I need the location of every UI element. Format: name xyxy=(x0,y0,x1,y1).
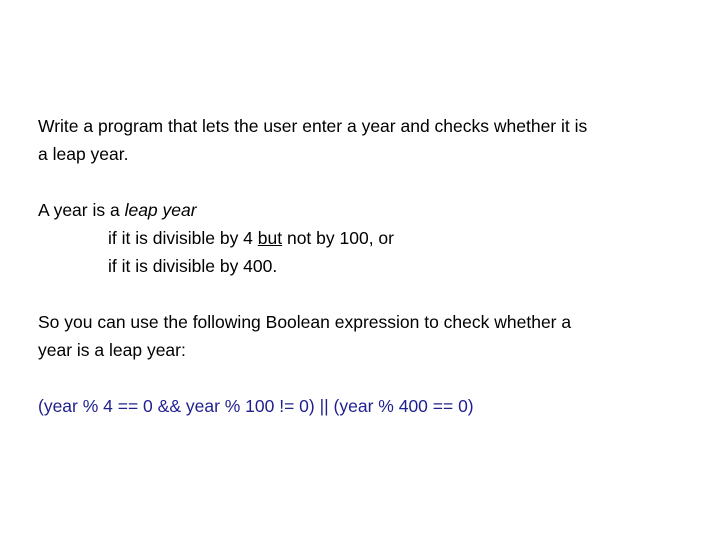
condition-1-prefix: if it is divisible by 4 xyxy=(108,228,258,248)
explanation xyxy=(38,308,698,364)
explanation-line-1: So you can use the following Boolean expression to check whether a xyxy=(38,312,572,332)
definition-intro xyxy=(38,196,698,224)
spacer xyxy=(38,168,698,196)
condition-1-emphasis: but xyxy=(257,228,283,248)
boolean-expression: (year % 4 == 0 && year % 100 != 0) || (year % 400 == 0) xyxy=(38,396,474,416)
spacer xyxy=(38,280,698,308)
condition-2: if it is divisible by 400. xyxy=(108,256,278,276)
problem-line-1: Write a program that lets the user enter a year and checks whether it is xyxy=(38,116,588,136)
slide-content xyxy=(38,112,698,420)
definition-intro-prefix: A year is a xyxy=(38,200,125,220)
leap-year-definition xyxy=(38,196,698,280)
spacer xyxy=(38,364,698,392)
explanation-line-2: year is a leap year: xyxy=(38,340,186,360)
condition-1-suffix: not by 100, or xyxy=(282,228,394,248)
condition-1 xyxy=(38,224,698,252)
definition-term: leap year xyxy=(124,200,197,220)
problem-statement xyxy=(38,112,698,168)
problem-line-2: a leap year. xyxy=(38,144,129,164)
